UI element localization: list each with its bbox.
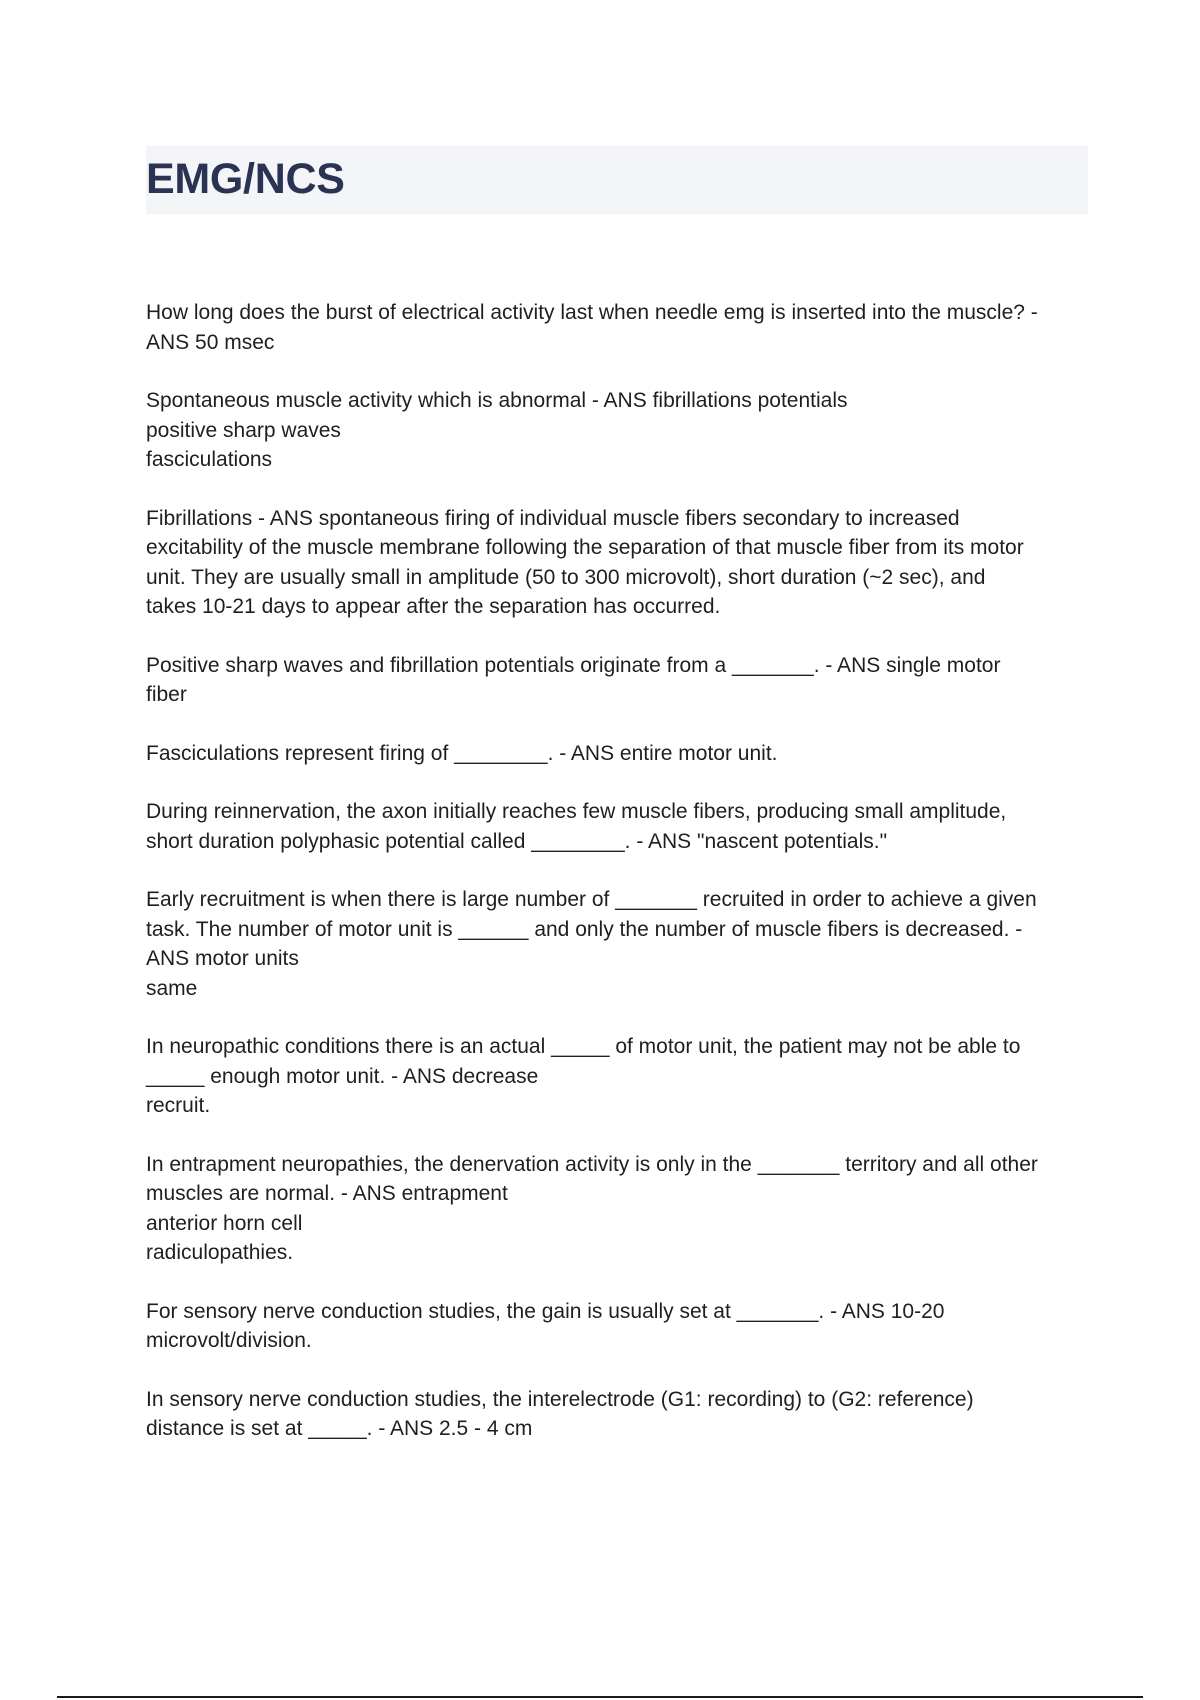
qa-line: ANS motor units (146, 947, 299, 970)
qa-line: For sensory nerve conduction studies, the gain is usually set at _______. - ANS 10-20 (146, 1299, 945, 1323)
qa-line: same (146, 976, 198, 1000)
qa-line: takes 10-21 days to appear after the separation has occurred. (146, 595, 721, 618)
qa-line: distance is set at _____. - ANS 2.5 - 4 cm (146, 1417, 533, 1440)
qa-item (146, 1385, 1091, 1444)
qa-line: Positive sharp waves and fibrillation potentials originate from a _______. - ANS single motor (146, 653, 1001, 677)
qa-line: Fibrillations - ANS spontaneous firing of individual muscle fibers secondary to increased (146, 506, 960, 530)
qa-line: During reinnervation, the axon initially reaches few muscle fibers, producing small amplitude, (146, 800, 1007, 823)
qa-item (146, 885, 1091, 1003)
qa-item (146, 651, 1091, 710)
qa-item (146, 298, 1091, 357)
qa-line: excitability of the muscle membrane following the separation of that muscle fiber from its motor (146, 536, 1024, 559)
qa-line: muscles are normal. - ANS entrapment (146, 1182, 508, 1205)
qa-line: _____ enough motor unit. - ANS decrease (146, 1064, 539, 1088)
qa-line: In entrapment neuropathies, the denervation activity is only in the _______ territory and all other (146, 1152, 1038, 1176)
qa-line: In neuropathic conditions there is an actual _____ of motor unit, the patient may not be able to (146, 1035, 1021, 1058)
qa-list (146, 298, 1091, 1473)
qa-line: How long does the burst of electrical activity last when needle emg is inserted into the muscle? - (146, 301, 1038, 324)
qa-line: fasciculations (146, 448, 273, 471)
qa-line: positive sharp waves (146, 418, 341, 442)
qa-line: ANS 50 msec (146, 330, 275, 354)
qa-line: microvolt/division. (146, 1329, 312, 1352)
qa-line: anterior horn cell (146, 1211, 303, 1235)
qa-item (146, 797, 1091, 856)
qa-item (146, 739, 1091, 769)
qa-item (146, 1297, 1091, 1356)
footer-divider (57, 1696, 1143, 1698)
qa-line: fiber (146, 683, 187, 706)
qa-item (146, 1032, 1091, 1121)
page-title: EMG/NCS (146, 155, 345, 203)
qa-line: recruit. (146, 1094, 211, 1117)
qa-item (146, 386, 1091, 475)
qa-item (146, 504, 1091, 622)
qa-line: unit. They are usually small in amplitude (50 to 300 microvolt), short duration (~2 sec), and (146, 565, 986, 589)
qa-item (146, 1150, 1091, 1268)
qa-line: Fasciculations represent firing of ________. - ANS entire motor unit. (146, 741, 778, 765)
qa-line: short duration polyphasic potential called ________. - ANS "nascent potentials." (146, 829, 888, 853)
qa-line: task. The number of motor unit is ______ and only the number of muscle fibers is decreased. - (146, 917, 1023, 941)
qa-line: In sensory nerve conduction studies, the interelectrode (G1: recording) to (G2: reference) (146, 1387, 974, 1411)
title-band (146, 146, 1088, 214)
qa-line: Early recruitment is when there is large number of _______ recruited in order to achieve a given (146, 888, 1037, 911)
qa-line: Spontaneous muscle activity which is abnormal - ANS fibrillations potentials (146, 389, 848, 412)
qa-line: radiculopathies. (146, 1241, 294, 1264)
